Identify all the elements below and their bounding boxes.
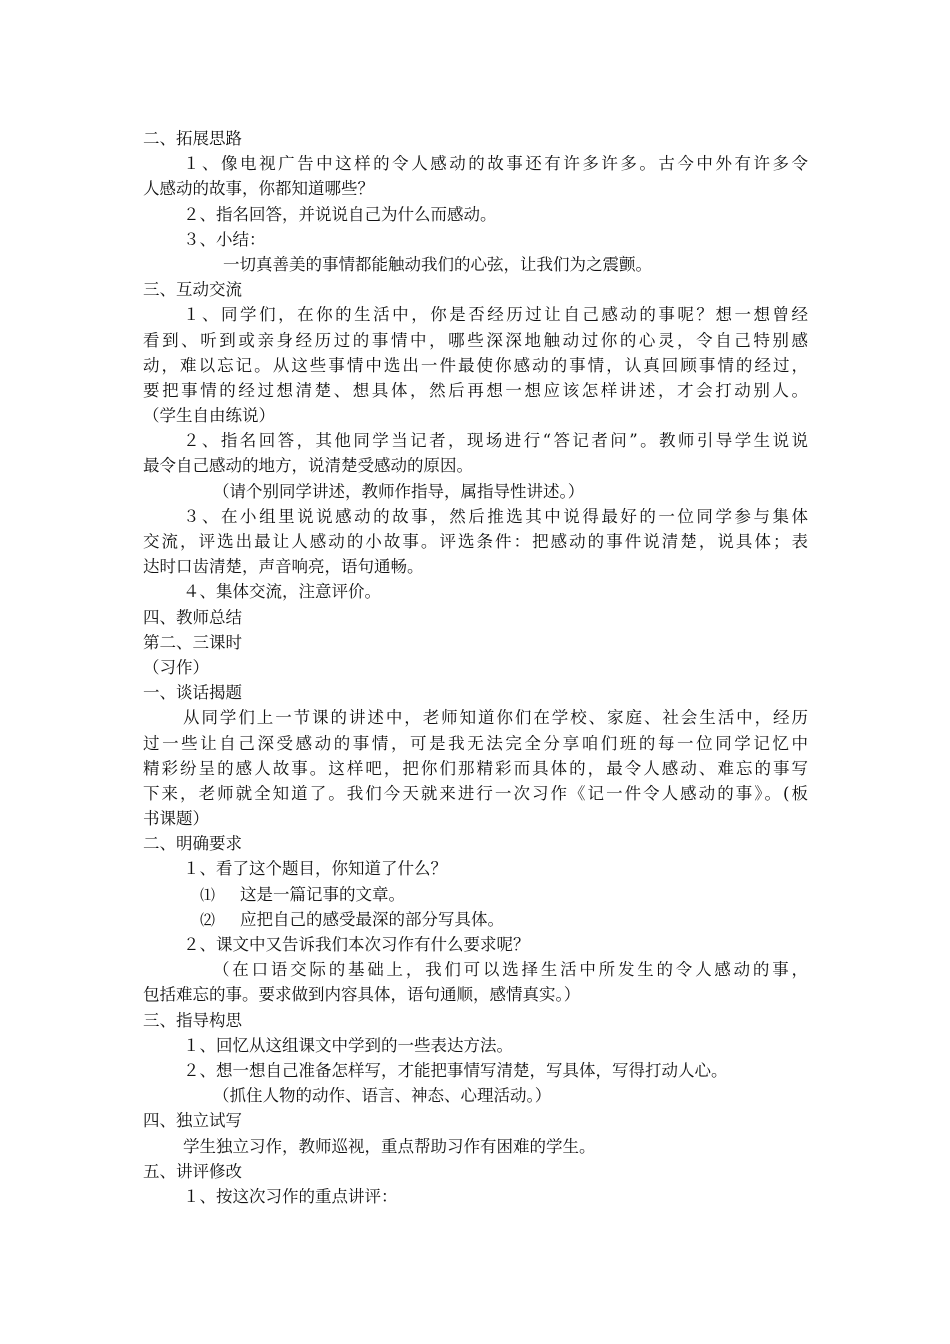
line-text: 动，难以忘记。从这些事情中选出一件最使你感动的事情，认真回顾事情的经过， [143,355,808,375]
text-line [143,630,808,655]
line-text: （学生自由练说） [143,406,275,426]
text-line [143,579,808,604]
text-line [143,479,808,504]
text-line [143,529,808,554]
line-text: 四、独立试写 [143,1111,242,1131]
line-text: 第二、三课时 [143,632,242,652]
line-text: １、同学们，在你的生活中，你是否经历过让自己感动的事呢？想一想曾经 [183,305,808,325]
list-number: ⑵ [200,910,216,929]
line-text: 四、教师总结 [143,607,242,627]
line-text: 五、讲评修改 [143,1161,242,1181]
line-text: １、像电视广告中这样的令人感动的故事还有许多许多。古今中外有许多令 [183,154,808,174]
line-text: （习作） [143,657,209,677]
line-text: ３、小结： [183,229,266,249]
text-line [143,554,808,579]
text-line [143,428,808,453]
line-text: ２、指名回答，其他同学当记者，现场进行“答记者问”。教师引导学生说说 [183,431,808,451]
line-text: 学生独立习作，教师巡视，重点帮助习作有困难的学生。 [183,1136,596,1156]
text-line [143,680,808,705]
line-text: 精彩纷呈的感人故事。这样吧，把你们那精彩而具体的，最令人感动、难忘的事写 [143,758,808,778]
text-line [143,882,808,907]
text-line [143,302,808,327]
line-text: 书课题） [143,809,209,829]
text-line [143,731,808,756]
line-text: 一、谈话揭题 [143,683,242,703]
line-text: 看到、听到或亲身经历过的事情中，哪些深深地触动过你的心灵，令自己特别感 [143,330,808,350]
line-text: 三、互动交流 [143,280,242,300]
text-line [143,907,808,932]
line-text: 二、拓展思路 [143,129,242,148]
text-line [143,1083,808,1108]
text-line [143,605,808,630]
text-line [143,252,808,277]
text-line [143,781,808,806]
line-text: 过一些让自己深受感动的事情，可是我无法完全分享咱们班的每一位同学记忆中 [143,733,808,753]
line-text: 三、指导构思 [143,1010,242,1030]
text-line [143,403,808,428]
text-line [143,1058,808,1083]
line-text: （请个别同学讲述，教师作指导，属指导性讲述。） [213,481,585,501]
line-text: 包括难忘的事。要求做到内容具体，语句通顺，感情真实。） [143,985,581,1005]
list-number: ⑴ [200,885,216,904]
line-text: 达时口齿清楚，声音响亮，语句通畅。 [143,557,424,577]
line-text: ２、想一想自己准备怎样写，才能把事情写清楚，写具体，写得打动人心。 [183,1060,728,1080]
text-line [143,328,808,353]
text-line [143,202,808,227]
text-line [143,856,808,881]
text-line [143,1159,808,1184]
text-line [143,277,808,302]
text-line [143,504,808,529]
line-text: ４、集体交流，注意评价。 [183,582,381,602]
line-text: （在口语交际的基础上，我们可以选择生活中所发生的令人感动的事， [213,960,808,980]
text-line [143,655,808,680]
text-line [143,453,808,478]
text-line [143,831,808,856]
line-text: 要把事情的经过想清楚、想具体，然后再想一想应该怎样讲述，才会打动别人。 [143,380,808,400]
text-line [143,932,808,957]
line-text: 这是一篇记事的文章。 [240,884,405,904]
text-line [143,378,808,403]
line-text: 交流，评选出最让人感动的小故事。评选条件：把感动的事件说清楚，说具体；表 [143,532,808,551]
text-line [143,1134,808,1159]
text-line [143,126,808,151]
line-text: 一切真善美的事情都能触动我们的心弦，让我们为之震颤。 [223,254,652,274]
line-text: 最令自己感动的地方，说清楚受感动的原因。 [143,456,473,476]
line-text: ２、指名回答，并说说自己为什么而感动。 [183,204,497,224]
text-line [143,1033,808,1058]
text-line [143,1184,808,1209]
text-line [143,353,808,378]
line-text: 从同学们上一节课的讲述中，老师知道你们在学校、家庭、社会生活中，经历 [183,708,808,728]
text-line [143,176,808,201]
document-body [143,126,808,1209]
text-line [143,957,808,982]
line-text: ２、课文中又告诉我们本次习作有什么要求呢？ [183,935,530,954]
line-text: 人感动的故事，你都知道哪些？ [143,179,374,199]
text-line [143,982,808,1007]
line-text: １、回忆从这组课文中学到的一些表达方法。 [183,1035,513,1055]
text-line [143,1008,808,1033]
line-text: １、按这次习作的重点讲评： [183,1186,398,1206]
text-line [143,806,808,831]
line-text: 下来，老师就全知道了。我们今天就来进行一次习作《记一件令人感动的事》。(板 [143,783,808,803]
line-text: ３、在小组里说说感动的故事，然后推选其中说得最好的一位同学参与集体 [183,506,808,526]
text-line [143,705,808,730]
line-text: 应把自己的感受最深的部分写具体。 [240,909,504,929]
line-text: １、看了这个题目，你知道了什么？ [183,859,447,879]
text-line [143,151,808,176]
text-line [143,227,808,252]
line-text: （抓住人物的动作、语言、神态、心理活动。） [213,1086,552,1106]
text-line [143,756,808,781]
line-text: 二、明确要求 [143,834,242,854]
text-line [143,1108,808,1133]
